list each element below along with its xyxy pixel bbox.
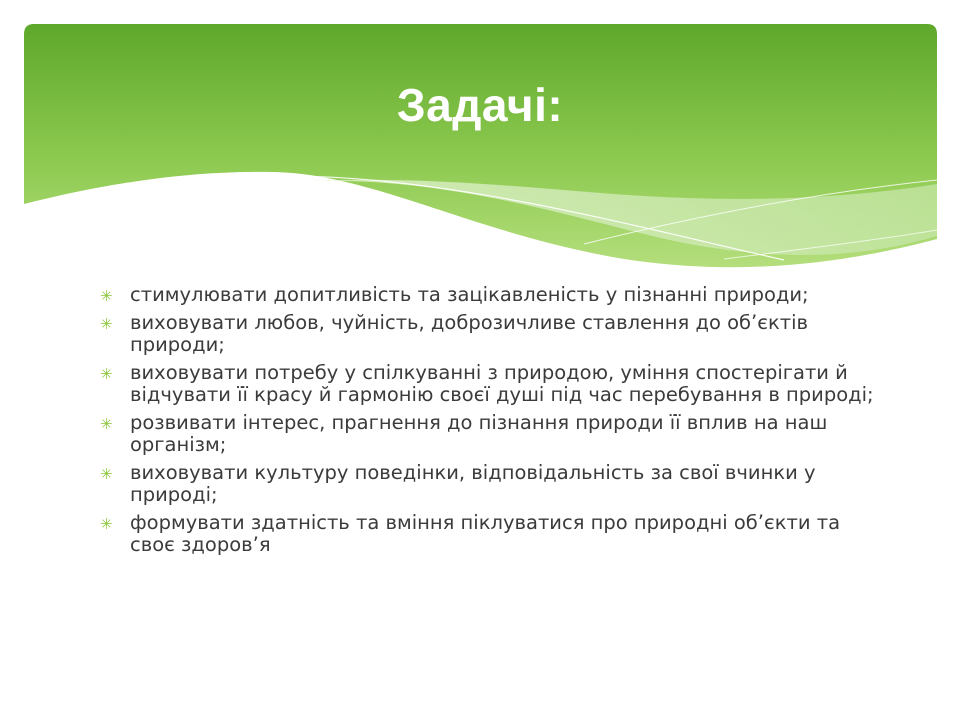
list-item-text: стимулювати допитливість та зацікавленість у пізнанні природи; — [130, 283, 809, 306]
list-item — [100, 512, 890, 556]
asterisk-bullet-icon: ✳ — [100, 315, 113, 333]
list-item — [100, 462, 890, 506]
slide-title: Задачі: — [396, 79, 564, 131]
asterisk-bullet-icon: ✳ — [100, 465, 113, 483]
list-item-text: виховувати любов, чуйність, доброзичливе ставлення до об’єктів природи; — [130, 311, 808, 356]
task-list — [100, 284, 890, 556]
list-item-text: формувати здатність та вміння піклуватися про природні об’єкти та своє здоров’я — [130, 511, 841, 556]
header-banner — [24, 24, 937, 274]
asterisk-bullet-icon: ✳ — [100, 287, 113, 305]
list-item-text: розвивати інтерес, прагнення до пізнання природи її вплив на наш організм; — [130, 411, 828, 456]
list-item — [100, 412, 890, 456]
list-item — [100, 362, 890, 406]
asterisk-bullet-icon: ✳ — [100, 415, 113, 433]
header-wave-graphic — [24, 24, 937, 274]
asterisk-bullet-icon: ✳ — [100, 515, 113, 533]
content-area — [100, 284, 890, 562]
asterisk-bullet-icon: ✳ — [100, 365, 113, 383]
list-item — [100, 284, 890, 306]
list-item — [100, 312, 890, 356]
list-item-text: виховувати потребу у спілкуванні з природою, уміння спостерігати й відчувати її красу й гармонію своєї душі під час перебування в природі; — [130, 361, 874, 406]
list-item-text: виховувати культуру поведінки, відповідальність за свої вчинки у природі; — [130, 461, 816, 506]
